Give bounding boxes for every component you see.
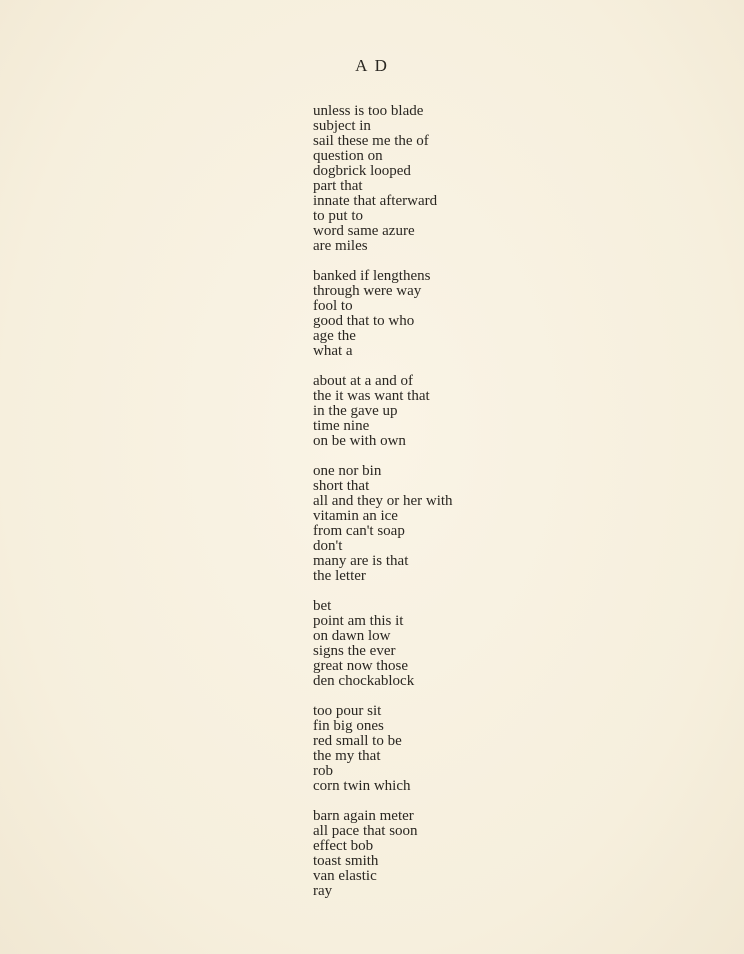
poem-line: from can't soap (313, 523, 405, 539)
poem-line: time nine (313, 418, 370, 434)
poem-line: about at a and of (313, 373, 413, 389)
poem-line: vitamin an ice (313, 508, 398, 524)
poem-line: subject in (313, 118, 371, 134)
poem-line: too pour sit (313, 703, 382, 719)
poem-line: all pace that soon (313, 823, 418, 839)
poem-line: the it was want that (313, 388, 430, 404)
poem-line: unless is too blade (313, 103, 424, 119)
stanza (313, 374, 453, 449)
stanza (313, 599, 453, 689)
poem-line: through were way (313, 283, 422, 299)
poem-line: all and they or her with (313, 493, 453, 509)
poem-line: innate that afterward (313, 193, 438, 209)
poem-line: rob (313, 763, 333, 779)
poem-line: dogbrick looped (313, 163, 411, 179)
poem-line: bet (313, 598, 332, 614)
poem-line: the my that (313, 748, 381, 764)
poem-line: effect bob (313, 838, 374, 854)
poem-line: on be with own (313, 433, 406, 449)
stanza (313, 809, 453, 899)
poem-line: to put to (313, 208, 364, 224)
poem-line: ray (313, 883, 333, 899)
poem-line: question on (313, 148, 383, 164)
poem-line: great now those (313, 658, 408, 674)
poem-line: banked if lengthens (313, 268, 431, 284)
poem-line: point am this it (313, 613, 404, 629)
poem-line: on dawn low (313, 628, 391, 644)
poem-line: the letter (313, 568, 366, 584)
page-title: A D (355, 56, 389, 75)
poem-line: signs the ever (313, 643, 396, 659)
poem-line: one nor bin (313, 463, 382, 479)
poem-line: good that to who (313, 313, 415, 329)
poem-line: what a (313, 343, 353, 359)
poem-line: word same azure (313, 223, 415, 239)
poem-line: short that (313, 478, 370, 494)
poem-line: fin big ones (313, 718, 384, 734)
stanza (313, 704, 453, 794)
poem-line: don't (313, 538, 343, 554)
poem-line: in the gave up (313, 403, 398, 419)
poem-line: age the (313, 328, 356, 344)
poem-line: many are is that (313, 553, 409, 569)
poem-line: are miles (313, 238, 368, 254)
poem-line: part that (313, 178, 363, 194)
poem-line: red small to be (313, 733, 402, 749)
poem (313, 104, 453, 914)
stanza (313, 269, 453, 359)
stanza (313, 464, 453, 584)
poem-line: fool to (313, 298, 353, 314)
poem-line: sail these me the of (313, 133, 429, 149)
poem-line: van elastic (313, 868, 377, 884)
poem-line: corn twin which (313, 778, 411, 794)
poem-line: barn again meter (313, 808, 414, 824)
poem-line: toast smith (313, 853, 379, 869)
poem-line: den chockablock (313, 673, 415, 689)
stanza (313, 104, 453, 254)
